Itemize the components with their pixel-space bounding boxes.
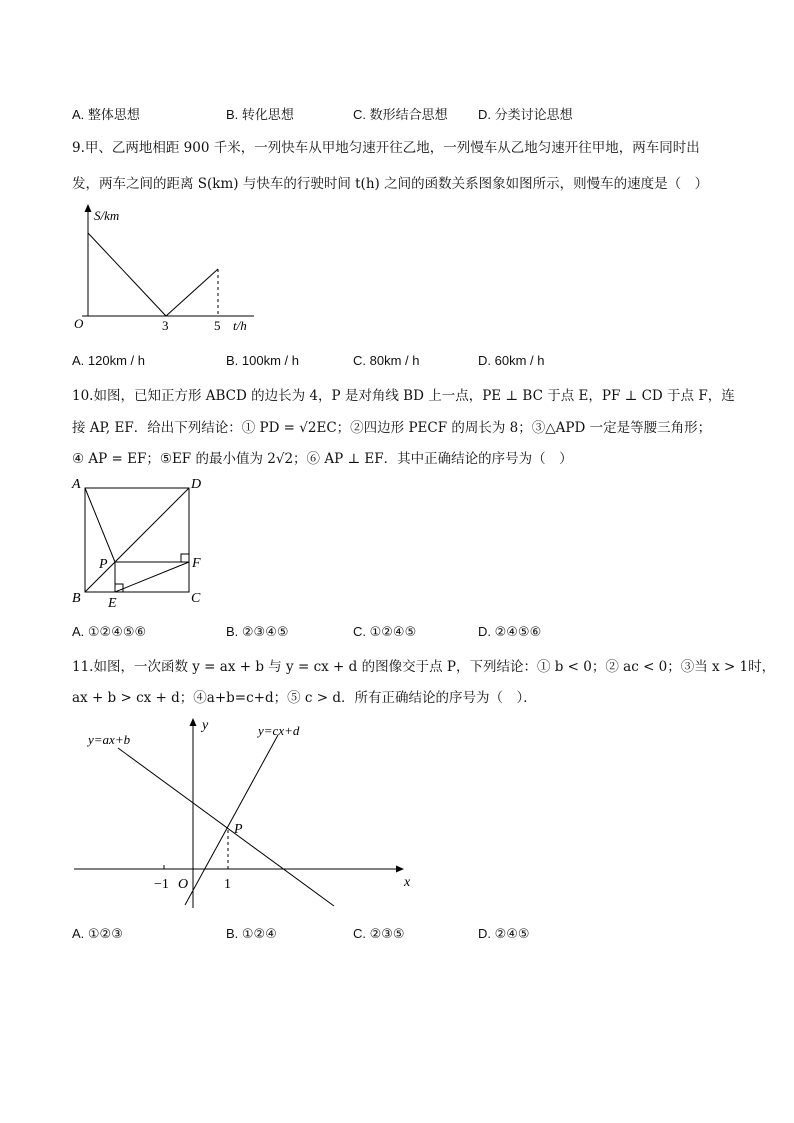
q10-option-b[interactable]: B. ②③④⑤	[226, 624, 289, 639]
q9-option-a[interactable]: A. 120km / h	[72, 353, 145, 368]
label-a: A	[72, 477, 81, 492]
q11-option-d[interactable]: D. ②④⑤	[478, 926, 530, 941]
q10-option-c[interactable]: C. ①②④⑤	[353, 624, 417, 639]
segment-ef	[115, 562, 189, 592]
q11-x-label: x	[404, 875, 411, 890]
q9-option-d[interactable]: D. 60km / h	[478, 353, 545, 368]
q11-option-b[interactable]: B. ①②④	[226, 926, 277, 941]
q8-option-a[interactable]: A. 整体思想	[72, 107, 140, 122]
q11-y-arrow	[190, 718, 197, 726]
q11-tick-neg1: −1	[154, 877, 169, 892]
q10-stem-line3: ④ AP = EF；⑤EF 的最小值为 2√2；⑥ AP ⊥ EF．其中正确结论的序号为（ ）	[72, 451, 573, 467]
q9-y-arrow	[85, 204, 92, 212]
q9-origin-label: O	[74, 316, 84, 331]
label-d: D	[191, 477, 202, 492]
q9-option-b[interactable]: B. 100km / h	[226, 353, 299, 368]
q11-option-a[interactable]: A. ①②③	[72, 926, 123, 941]
q11-tick-1: 1	[224, 877, 231, 892]
q11-line2-label: y=cx+d	[258, 723, 300, 738]
q9-tick-5: 5	[214, 318, 221, 333]
q9-stem-line1: 9.甲、乙两地相距 900 千米，一列快车从甲地匀速开往乙地，一列慢车从乙地匀速开往甲地，两车同时出	[72, 140, 700, 156]
q11-point-label: P	[234, 822, 243, 837]
segment-ap	[85, 488, 115, 562]
q8-option-b[interactable]: B. 转化思想	[226, 107, 294, 122]
q8-option-d[interactable]: D. 分类讨论思想	[478, 107, 573, 122]
diagonal-bd	[85, 488, 189, 592]
q9-graph	[70, 202, 270, 337]
q9-x-label: t/h	[233, 318, 247, 333]
q11-line1-label: y=ax+b	[88, 732, 131, 747]
q10-option-d[interactable]: D. ②④⑤⑥	[478, 624, 542, 639]
q9-y-label: S/km	[94, 208, 120, 223]
label-b: B	[72, 591, 81, 606]
label-p: P	[99, 557, 108, 572]
line-cx-d	[185, 735, 278, 905]
q9-option-c[interactable]: C. 80km / h	[353, 353, 420, 368]
q10-stem-line1: 10.如图，已知正方形 ABCD 的边长为 4，P 是对角线 BD 上一点，PE ⊥ BC 于点 E，PF ⊥ CD 于点 F，连	[72, 388, 735, 404]
label-c: C	[191, 591, 201, 606]
q9-distance-graph	[88, 233, 218, 316]
q8-option-c[interactable]: C. 数形结合思想	[353, 107, 448, 122]
q9-stem-line2: 发，两车之间的距离 S(km) 与快车的行驶时间 t(h) 之间的函数关系图象如图所示，则慢车的速度是（ ）	[72, 176, 709, 192]
q11-option-c[interactable]: C. ②③⑤	[353, 926, 405, 941]
label-e: E	[108, 596, 117, 610]
right-angle-mark-f	[181, 554, 189, 562]
q10-stem-line2: 接 AP, EF．给出下列结论：① PD = √2EC；②四边形 PECF 的周长为 8；③△APD 一定是等腰三角形；	[72, 420, 712, 436]
q11-graph	[70, 712, 420, 910]
q11-x-arrow	[396, 866, 404, 873]
q11-stem-line1: 11.如图，一次函数 y = ax + b 与 y = cx + d 的图像交于点 P，下列结论：① b < 0；② ac < 0；③当 x > 1时，	[72, 659, 776, 675]
q10-option-a[interactable]: A. ①②④⑤⑥	[72, 624, 147, 639]
q11-y-label: y	[202, 718, 209, 733]
q9-tick-3: 3	[162, 318, 169, 333]
q10-square-figure	[66, 474, 216, 610]
label-f: F	[192, 556, 201, 571]
q11-stem-line2: ax + b > cx + d；④a+b=c+d；⑤ c > d．所有正确结论的序号为（ ）．	[72, 690, 537, 706]
q11-origin-label: O	[178, 877, 189, 892]
